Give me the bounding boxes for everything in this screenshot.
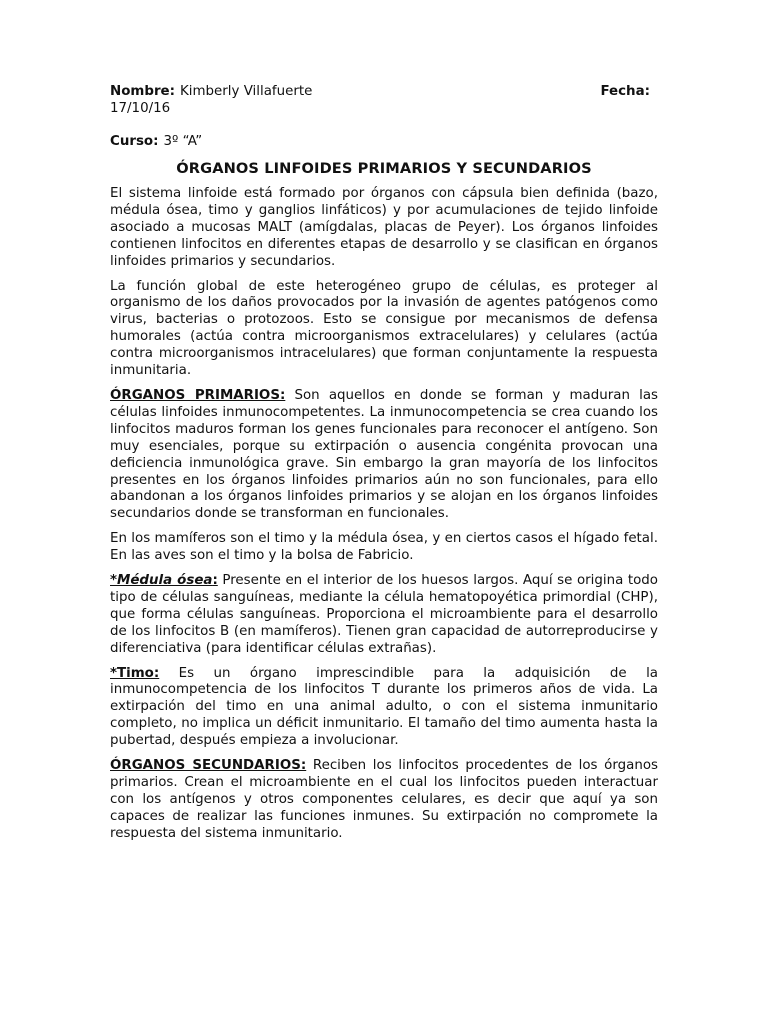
course-label: Curso: xyxy=(110,134,159,149)
secundarios-text: Reciben los linfocitos procedentes de los órganos primarios. Crean el microambiente en el cual los linfocitos pueden interactuar con los antígenos y otros componentes celulares, es decir que aquí ya son capaces de realizar las funciones inmunes. Su extirpación no compromete la respuesta del sistema inmunitario. xyxy=(110,758,658,841)
medula-text: Presente en el interior de los huesos largos. Aquí se origina todo tipo de células sanguíneas, mediante la célula hematopoyética primordial (CHP), que forma células sanguíneas. Proporciona el microambiente para el desarrollo de los linfocitos B (en mamíferos). Tienen gran capacidad de autorreproducirse y diferenciativa (para identificar células extrañas). xyxy=(110,573,659,656)
course-value: 3º “A” xyxy=(163,134,203,149)
date-field xyxy=(600,83,658,100)
header-row xyxy=(110,83,658,100)
timo-paragraph xyxy=(110,666,658,751)
medula-paragraph xyxy=(110,573,658,658)
name-value: Kimberly Villafuerte xyxy=(180,84,313,99)
primarios-heading: ÓRGANOS PRIMARIOS: xyxy=(110,387,286,403)
timo-text: Es un órgano imprescindible para la adquisición de la inmunocompetencia de los linfocitos T durante los primeros años de vida. La extirpación del timo en una animal adulto, o con el sistema inmunitario completo, no implica un déficit inmunitario. El tamaño del timo aumenta hasta la pubertad, después empieza a involucionar. xyxy=(110,665,658,749)
name-label: Nombre: xyxy=(110,84,175,99)
intro-paragraph: El sistema linfoide está formado por órganos con cápsula bien definida (bazo, médula ósea, timo y ganglios linfáticos) y por acumulaciones de tejido linfoide asociado a mucosas MALT (amígdalas, placas de Peyer). Los órganos linfoides contienen linfocitos en diferentes etapas de desarrollo y se clasifican en órganos linfoides primarios y secundarios. xyxy=(110,186,658,269)
mamiferos-paragraph: En los mamíferos son el timo y la médula ósea, y en ciertos casos el hígado fetal. En las aves son el timo y la bolsa de Fabricio. xyxy=(110,531,658,564)
medula-heading: *Médula ósea xyxy=(110,573,213,589)
secundarios-heading: ÓRGANOS SECUNDARIOS: xyxy=(110,758,307,774)
primarios-paragraph xyxy=(110,388,658,523)
primarios-text: Son aquellos en donde se forman y maduran las células linfoides inmunocompetentes. La inmunocompetencia se crea cuando los linfocitos maduros forman los genes funcionales para reconocer el antígeno. Son muy esenciales, porque su extirpación o ausencia congénita provocan una deficiencia inmunológica grave. Sin embargo la gran mayoría de los linfocitos presentes en los órganos linfoides primarios aún no son funcionales, para ello abandonan a los órganos linfoides primarios y se alojan en los órganos linfoides secundarios donde se transforman en funcionales. xyxy=(110,387,659,522)
secundarios-paragraph xyxy=(110,758,658,843)
timo-heading: *Timo: xyxy=(110,665,160,681)
course-field xyxy=(110,133,658,150)
name-field xyxy=(110,83,312,100)
date-value: 17/10/16 xyxy=(110,101,171,116)
funcion-paragraph: La función global de este heterogéneo grupo de células, es proteger al organismo de los daños provocados por la invasión de agentes patógenos como virus, bacterias o protozoos. Esto se consigue por mecanismos de defensa humorales (actúa contra microorganismos extracelulares) y celulares (actúa contra microorganismos intracelulares) que forman conjuntamente la respuesta inmunitaria. xyxy=(110,278,658,379)
date-label: Fecha: xyxy=(600,84,650,99)
document-title: ÓRGANOS LINFOIDES PRIMARIOS Y SECUNDARIOS xyxy=(176,160,592,177)
medula-colon: : xyxy=(212,573,218,589)
